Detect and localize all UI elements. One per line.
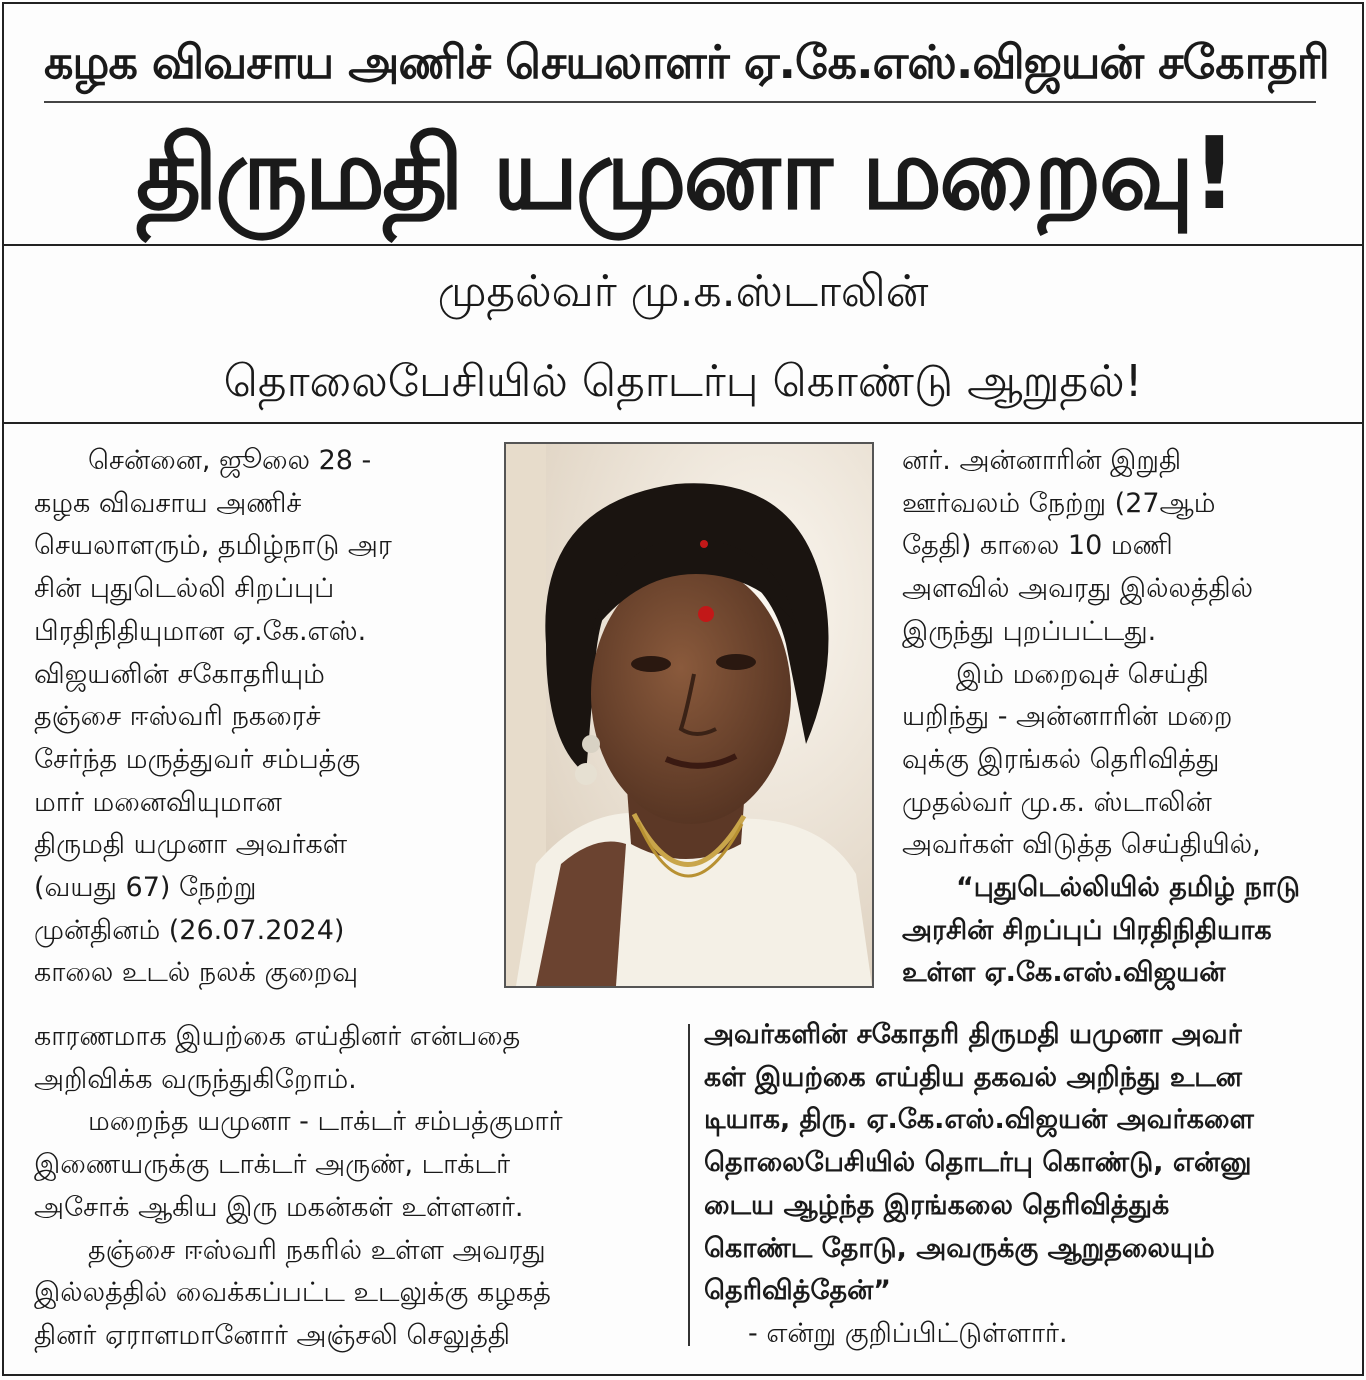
news-clipping bbox=[2, 2, 1364, 1376]
headline: திருமதி யமுனா மறைவு! bbox=[135, 115, 1235, 232]
quote-line: டைய ஆழ்ந்த இரங்கலை தெரிவித்துக் bbox=[704, 1189, 1170, 1221]
text-line: திருமதி யமுனா அவர்கள் bbox=[34, 829, 348, 861]
text-line: காரணமாக இயற்கை எய்தினர் என்பதை bbox=[34, 1021, 521, 1052]
quote-line: தெரிவித்தேன்” bbox=[704, 1275, 892, 1307]
text-line: அறிவிக்க வருந்துகிறோம். bbox=[34, 1063, 357, 1095]
text-line: அவர்கள் விடுத்த செய்தியில், bbox=[902, 829, 1261, 861]
quote-line: டியாக, திரு. ஏ.கே.எஸ்.விஜயன் அவர்களை bbox=[704, 1104, 1254, 1136]
subheading-1: முதல்வர் மு.க.ஸ்டாலின் bbox=[437, 266, 929, 317]
text-line: ஊர்வலம் நேற்று (27ஆம் bbox=[902, 487, 1216, 519]
text-line: விஜயனின் சகோதரியும் bbox=[34, 658, 325, 690]
portrait-photo bbox=[504, 442, 874, 988]
column-divider bbox=[688, 1024, 690, 1346]
text-line: செயலாளரும், தமிழ்நாடு அர bbox=[34, 530, 392, 562]
text-line: மறைந்த யமுனா - டாக்டர் சம்பத்குமார் bbox=[88, 1106, 563, 1138]
text-line: அளவில் அவரது இல்லத்தில் bbox=[902, 573, 1254, 605]
text-line: னர். அன்னாரின் இறுதி bbox=[902, 445, 1182, 476]
quote-line: “புதுடெல்லியில் தமிழ் நாடு bbox=[956, 872, 1301, 904]
quote-line: அரசின் சிறப்புப் பிரதிநிதியாக bbox=[902, 914, 1272, 946]
kicker-divider bbox=[44, 101, 1316, 103]
text-line: இருந்து புறப்பட்டது. bbox=[902, 615, 1157, 647]
quote-line: கள் இயற்கை எய்திய தகவல் அறிந்து உடன bbox=[704, 1061, 1242, 1093]
text-line: சென்னை, ஜூலை 28 - bbox=[88, 445, 372, 476]
text-line: கழக விவசாய அணிச் bbox=[34, 487, 302, 519]
quote-line: உள்ள ஏ.கே.எஸ்.விஜயன் bbox=[902, 957, 1226, 989]
text-line: தேதி) காலை 10 மணி bbox=[902, 530, 1173, 562]
text-line: இம் மறைவுச் செய்தி bbox=[956, 658, 1209, 690]
text-line: பிரதிநிதியுமான ஏ.கே.எஸ். bbox=[34, 615, 367, 647]
signoff-line: - என்று குறிப்பிட்டுள்ளார். bbox=[748, 1317, 1068, 1349]
text-line: சேர்ந்த மருத்துவர் சம்பத்கு bbox=[34, 743, 361, 775]
text-line: வுக்கு இரங்கல் தெரிவித்து bbox=[902, 743, 1220, 775]
subheading-divider bbox=[4, 422, 1362, 424]
right-wide-column bbox=[704, 1014, 1336, 1356]
quote-line: அவர்களின் சகோதரி திருமதி யமுனா அவர் bbox=[704, 1019, 1242, 1050]
text-line: அசோக் ஆகிய இரு மகன்கள் உள்ளனர். bbox=[34, 1191, 524, 1223]
quote-line: தொலைபேசியில் தொடர்பு கொண்டு, என்னு bbox=[704, 1147, 1252, 1179]
text-line: சின் புதுடெல்லி சிறப்புப் bbox=[34, 573, 335, 605]
right-column bbox=[902, 440, 1336, 995]
text-line: முன்தினம் (26.07.2024) bbox=[34, 914, 345, 946]
text-line: இணையருக்கு டாக்டர் அருண், டாக்டர் bbox=[34, 1149, 511, 1181]
text-line: தினர் ஏராளமானோர் அஞ்சலி செலுத்தி bbox=[34, 1319, 510, 1351]
kicker-line: கழக விவசாய அணிச் செயலாளர் ஏ.கே.எஸ்.விஜயன் சகோதரி bbox=[44, 35, 1329, 89]
text-line: (வயது 67) நேற்று bbox=[34, 872, 257, 904]
text-line: முதல்வர் மு.க. ஸ்டாலின் bbox=[902, 786, 1212, 818]
text-line: தஞ்சை ஈஸ்வரி நகரில் உள்ள அவரது bbox=[88, 1234, 546, 1266]
headline-divider bbox=[4, 244, 1362, 246]
text-line: தஞ்சை ஈஸ்வரி நகரைச் bbox=[34, 701, 321, 733]
text-line: காலை உடல் நலக் குறைவு bbox=[34, 957, 359, 989]
subheading-2: தொலைபேசியில் தொடர்பு கொண்டு ஆறுதல்! bbox=[223, 356, 1143, 407]
portrait-illustration bbox=[506, 444, 872, 986]
text-line: இல்லத்தில் வைக்கப்பட்ட உடலுக்கு கழகத் bbox=[34, 1277, 551, 1309]
quote-line: கொண்ட தோடு, அவருக்கு ஆறுதலையும் bbox=[704, 1232, 1215, 1264]
left-column bbox=[34, 440, 478, 995]
text-line: யறிந்து - அன்னாரின் மறை bbox=[902, 701, 1233, 733]
left-wide-column bbox=[34, 1016, 668, 1358]
text-line: மார் மனைவியுமான bbox=[34, 786, 282, 818]
